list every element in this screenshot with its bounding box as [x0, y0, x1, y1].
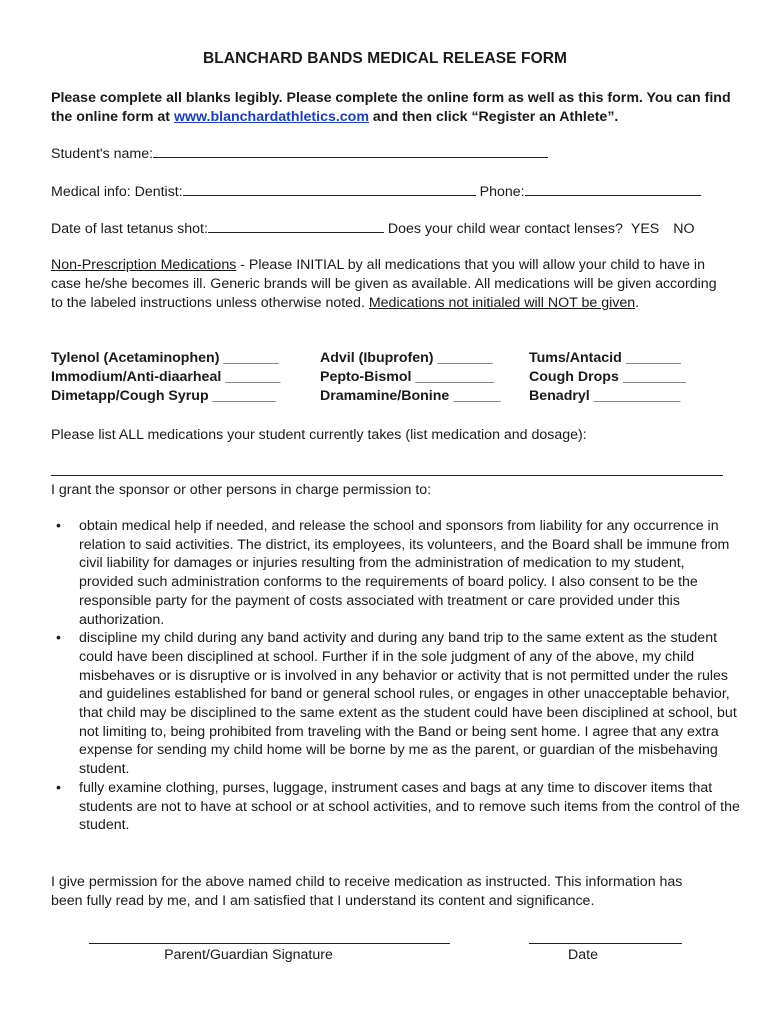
dentist-field[interactable] — [183, 182, 476, 196]
list-item — [51, 629, 741, 779]
form-title: BLANCHARD BANDS MEDICAL RELEASE FORM — [202, 50, 568, 67]
tetanus-date-field[interactable] — [208, 219, 384, 233]
nonrx-warning: Medications not initialed will NOT be given — [368, 295, 636, 311]
dentist-label: Medical info: Dentist: — [51, 184, 183, 200]
medication-item[interactable]: Immodium/Anti-diaarheal _______ — [51, 369, 281, 385]
bullet-icon: • — [56, 518, 61, 534]
nonrx-heading: Non-Prescription Medications — [51, 257, 237, 273]
student-name-field[interactable] — [153, 144, 548, 158]
permission-list — [51, 517, 741, 835]
list-item-text: fully examine clothing, purses, luggage, instrument cases and bags at any time to discover items that students are not to have at school or at school activities, and to remove such items from the control of the student. — [79, 779, 740, 834]
phone-label: Phone: — [479, 184, 525, 200]
intro-text: Please complete all blanks legibly. Please complete the online form as well as this form. You can find the online form at — [51, 90, 731, 125]
date-label: Date — [568, 947, 598, 963]
nonrx-end: . — [635, 295, 640, 311]
date-field[interactable] — [529, 943, 682, 944]
nonrx-paragraph — [51, 256, 726, 313]
medication-item[interactable]: Pepto-Bismol __________ — [320, 369, 495, 385]
student-name-label: Student's name: — [51, 146, 154, 162]
medication-item[interactable]: Advil (Ibuprofen) _______ — [320, 350, 493, 366]
student-name-row — [51, 144, 548, 162]
med-list-field[interactable] — [51, 475, 723, 476]
signature-field[interactable] — [89, 943, 450, 944]
list-item-text: discipline my child during any band activity and during any band trip to the same extent as the student could have been disciplined at school. Further if in the sole judgment of any of the above, my child misbehaves or is disruptive or is involved in any behavior or activity that is not permitted under the rules and guidelines established for band or general school rules, or engages in other unacceptable behavior, that child may be disciplined to the same extent as the student could have been disciplined at school, but not limiting to, being prohibited from traveling with the Band or being sent home. I agree that any extra expense for sending my child home will be borne by me as the parent, or guardian of the misbehaving student. — [79, 630, 737, 778]
intro-instructions — [51, 89, 741, 127]
contacts-question: Does your child wear contact lenses? — [387, 221, 623, 237]
grant-statement: I grant the sponsor or other persons in charge permission to: — [51, 482, 432, 498]
website-link[interactable]: www.blanchardathletics.com — [173, 109, 369, 125]
medication-column-1 — [51, 349, 280, 406]
tetanus-row — [51, 219, 695, 237]
medical-info-row — [51, 182, 701, 200]
medication-column-3 — [529, 349, 686, 406]
bullet-icon: • — [56, 779, 61, 796]
contacts-yes-option[interactable]: YES — [630, 221, 660, 237]
med-list-prompt: Please list ALL medications your student currently takes (list medication and dosage): — [51, 427, 587, 443]
medication-item[interactable]: Cough Drops ________ — [529, 369, 686, 385]
tetanus-label: Date of last tetanus shot: — [51, 221, 208, 237]
permission-paragraph: I give permission for the above named child to receive medication as instructed. This information has been fully read by me, and I am satisfied that I understand its content and significance. — [51, 874, 683, 909]
bullet-icon: • — [56, 630, 61, 647]
medication-item[interactable]: Dramamine/Bonine ______ — [320, 388, 501, 404]
medication-item[interactable]: Benadryl ___________ — [529, 388, 681, 404]
nonrx-text: - Please INITIAL by all medications that you will allow your child to have in case he/she becomes ill. Generic brands will be given as available. All medications will be given according to the labeled instructions unless otherwise noted. — [51, 257, 717, 311]
medication-item[interactable]: Tums/Antacid _______ — [529, 350, 681, 366]
medication-item[interactable]: Dimetapp/Cough Syrup ________ — [51, 388, 276, 404]
phone-field[interactable] — [525, 182, 701, 196]
list-item — [51, 517, 741, 629]
contacts-no-option[interactable]: NO — [673, 221, 695, 237]
medication-column-2 — [320, 349, 501, 406]
list-item-text: obtain medical help if needed, and release the school and sponsors from liability for any occurrence in relation to said activities. The district, its employees, its volunteers, and the Board shall be immune from civil liability for damages or injuries resulting from the administration of medication to my student, provided such administration conforms to the requirements of board policy. I also consent to be the responsible party for the payment of costs associated with treatment or care provided under this authorization. — [79, 518, 730, 628]
medication-item[interactable]: Tylenol (Acetaminophen) _______ — [51, 350, 279, 366]
signature-label: Parent/Guardian Signature — [164, 947, 333, 963]
list-item — [51, 779, 741, 835]
intro-text-end: and then click “Register an Athlete”. — [368, 109, 619, 125]
